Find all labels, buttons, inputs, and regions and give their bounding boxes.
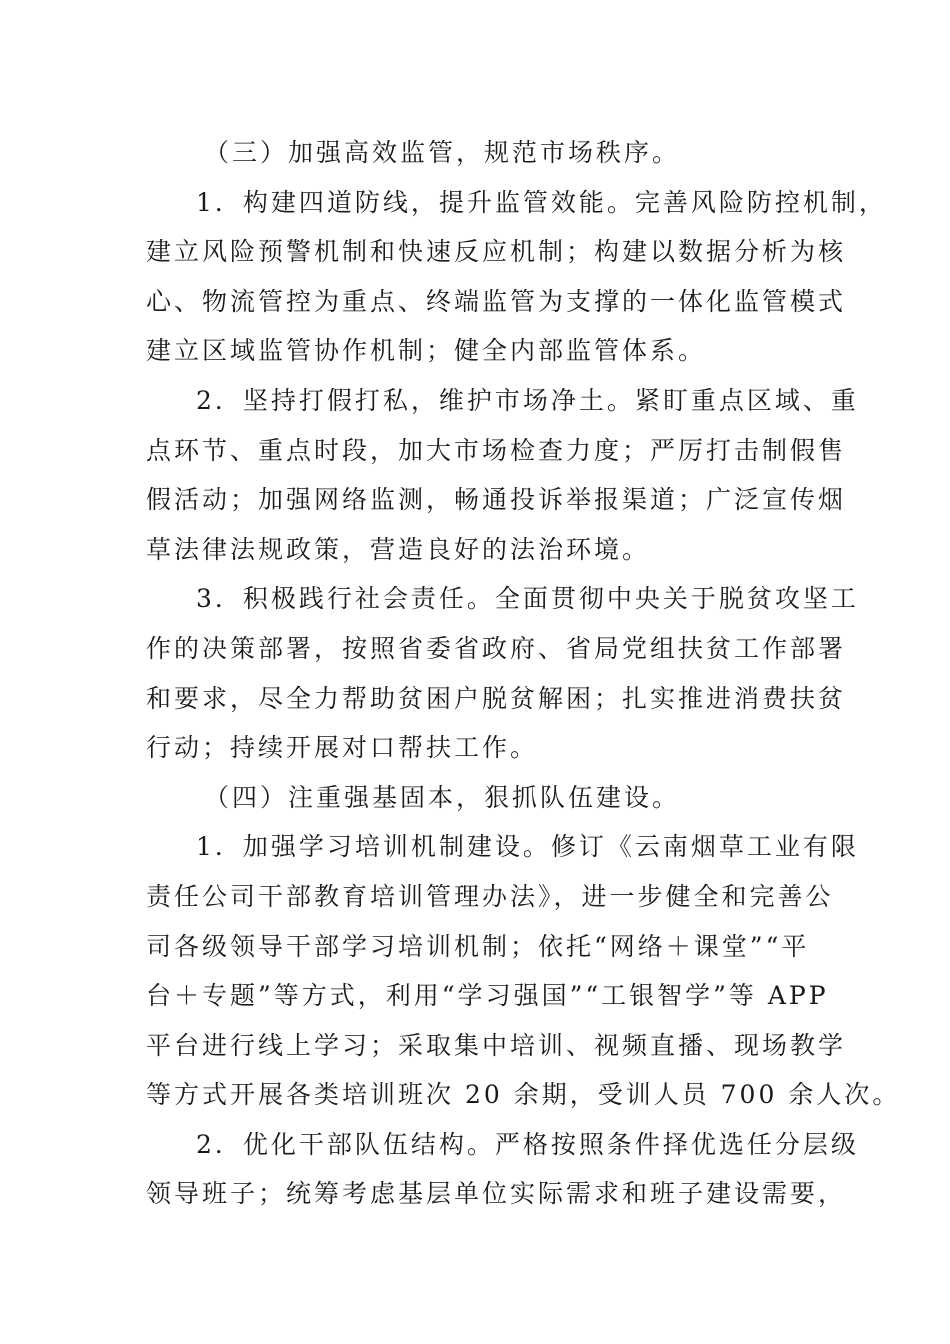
text-line: 领导班子；统筹考虑基层单位实际需求和班子建设需要， bbox=[146, 1179, 847, 1209]
text-line: 2．优化干部队伍结构。严格按照条件择优选任分层级 bbox=[196, 1129, 859, 1159]
text-line: 等方式开展各类培训班次 20 余期，受训人员 700 余人次。 bbox=[146, 1080, 901, 1110]
text-line: 平台进行线上学习；采取集中培训、视频直播、现场教学 bbox=[146, 1030, 847, 1060]
text-line: 建立风险预警机制和快速反应机制；构建以数据分析为核 bbox=[146, 237, 847, 267]
text-line: 心、物流管控为重点、终端监管为支撑的一体化监管模式 bbox=[146, 286, 847, 316]
text-line: 司各级领导干部学习培训机制；依托“网络＋课堂”“平 bbox=[146, 931, 810, 961]
text-line: 草法律法规政策，营造良好的法治环境。 bbox=[146, 534, 651, 564]
section-heading-3 bbox=[146, 128, 816, 178]
text-line: 建立区域监管协作机制；健全内部监管体系。 bbox=[146, 336, 707, 366]
text-line: 1．加强学习培训机制建设。修订《云南烟草工业有限 bbox=[196, 832, 859, 862]
text-line: （三）加强高效监管，规范市场秩序。 bbox=[204, 138, 681, 167]
section-heading-4 bbox=[146, 773, 816, 823]
paragraph-3-3 bbox=[146, 574, 859, 772]
text-line: 台＋专题”等方式，利用“学习强国”“工银智学”等 APP bbox=[146, 981, 829, 1011]
text-line: 假活动；加强网络监测，畅通投诉举报渠道；广泛宣传烟 bbox=[146, 485, 847, 515]
text-line: 行动；持续开展对口帮扶工作。 bbox=[146, 733, 539, 763]
text-line: 点环节、重点时段，加大市场检查力度；严厉打击制假售 bbox=[146, 435, 847, 465]
document-body bbox=[146, 128, 901, 1219]
text-line: 作的决策部署，按照省委省政府、省局党组扶贫工作部署 bbox=[146, 633, 847, 663]
text-line: 和要求，尽全力帮助贫困户脱贫解困；扎实推进消费扶贫 bbox=[146, 683, 847, 713]
text-line: 3．积极践行社会责任。全面贯彻中央关于脱贫攻坚工 bbox=[196, 584, 859, 614]
text-line: （四）注重强基固本，狠抓队伍建设。 bbox=[204, 782, 681, 812]
paragraph-4-2 bbox=[146, 1120, 859, 1219]
paragraph-4-1 bbox=[146, 822, 901, 1120]
text-line: 责任公司干部教育培训管理办法》，进一步健全和完善公 bbox=[146, 881, 834, 911]
text-line: 1．构建四道防线，提升监管效能。完善风险防控机制， bbox=[196, 187, 887, 217]
text-line: 2．坚持打假打私，维护市场净土。紧盯重点区域、重 bbox=[196, 385, 859, 415]
paragraph-3-2 bbox=[146, 376, 859, 574]
paragraph-3-1 bbox=[146, 178, 887, 376]
